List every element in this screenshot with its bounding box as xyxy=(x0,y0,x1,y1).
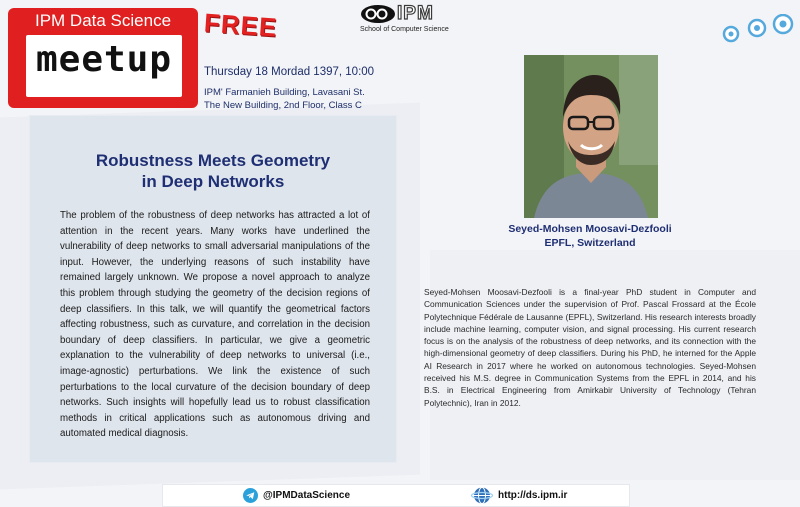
telegram-icon xyxy=(243,488,258,503)
footer-telegram[interactable] xyxy=(243,485,350,506)
event-date: Thursday 18 Mordad 1397, 10:00 xyxy=(204,66,375,78)
event-location-line1: IPM' Farmanieh Building, Lavasani St. xyxy=(204,87,365,98)
speaker-portrait xyxy=(524,55,658,218)
event-info xyxy=(204,66,374,112)
meetup-badge xyxy=(8,8,198,108)
event-location-line2: The New Building, 2nd Floor, Class C xyxy=(204,100,362,111)
globe-icon xyxy=(471,487,493,504)
logo-subtitle: School of Computer Science xyxy=(360,26,449,33)
decorative-circles xyxy=(718,14,798,48)
talk-abstract: The problem of the robustness of deep networks has attracted a lot of attention in the recent years. Many works have underlined the vulnerability of deep networks to small adversarial manipulations of the input. However, the underlying reasons of such instability have remained largely unknown. We propose a novel approach to analyze this problem through studying the geometry of the decision regions of deep classifiers. In this talk, we will quantify the geometrical factors affecting robustness, such as curvature, and correlation in the decision boundary of deep classifiers. In particular, we give a geometric explanation to the vulnerability of deep networks to universal (i.e., image-agnostic) perturbations. We link the existence of such perturbations to the local curvature of the decision boundary of deep networks. Such insights will hopefully lead us to robust classification methods in critical applications such as autonomous driving and automated medical diagnosis. xyxy=(60,210,370,440)
ipm-logo-icon xyxy=(360,4,396,24)
badge-title: IPM Data Science xyxy=(34,11,172,30)
speaker-name: Seyed-Mohsen Moosavi-Dezfooli xyxy=(508,223,672,235)
free-label: FREE xyxy=(203,7,279,43)
talk-title-line1: Robustness Meets Geometry xyxy=(95,151,331,170)
badge-word: meetup xyxy=(35,39,173,80)
logo-text: IPM xyxy=(397,3,434,24)
abstract-panel xyxy=(29,115,397,463)
footer-bar xyxy=(162,484,630,507)
footer-website[interactable] xyxy=(471,485,567,506)
talk-title xyxy=(30,150,396,192)
badge-card xyxy=(26,35,182,97)
speaker-affiliation: EPFL, Switzerland xyxy=(544,237,636,249)
speaker-photo xyxy=(524,55,658,218)
telegram-handle[interactable]: @IPMDataScience xyxy=(263,490,351,501)
talk-title-line2: in Deep Networks xyxy=(141,172,285,191)
website-url[interactable]: http://ds.ipm.ir xyxy=(498,490,568,501)
speaker-bio: Seyed-Mohsen Moosavi-Dezfooli is a final-year PhD student in Computer and Communication Sciences under the supervision of Prof. Pascal Frossard at the École Polytechnique Fédérale de Lausanne (EPFL), Switzerland. His research interests broadly include machine learning, computer vision, and signal processing. His current research focus is on the analysis of the robustness of deep networks, and its connection with the high-dimensional geometry of deep classifiers. During his PhD, he interned for the Apple AI Research in 2017 where he worked on autonomous technologies. Seyed-Mohsen received his M.S. degree in Communication Systems from the EPFL in 2014, and his B.S. in Electrical Engineering from Amirkabir University of Technology (Tehran Polytechnic), Iran in 2012. xyxy=(424,287,756,408)
